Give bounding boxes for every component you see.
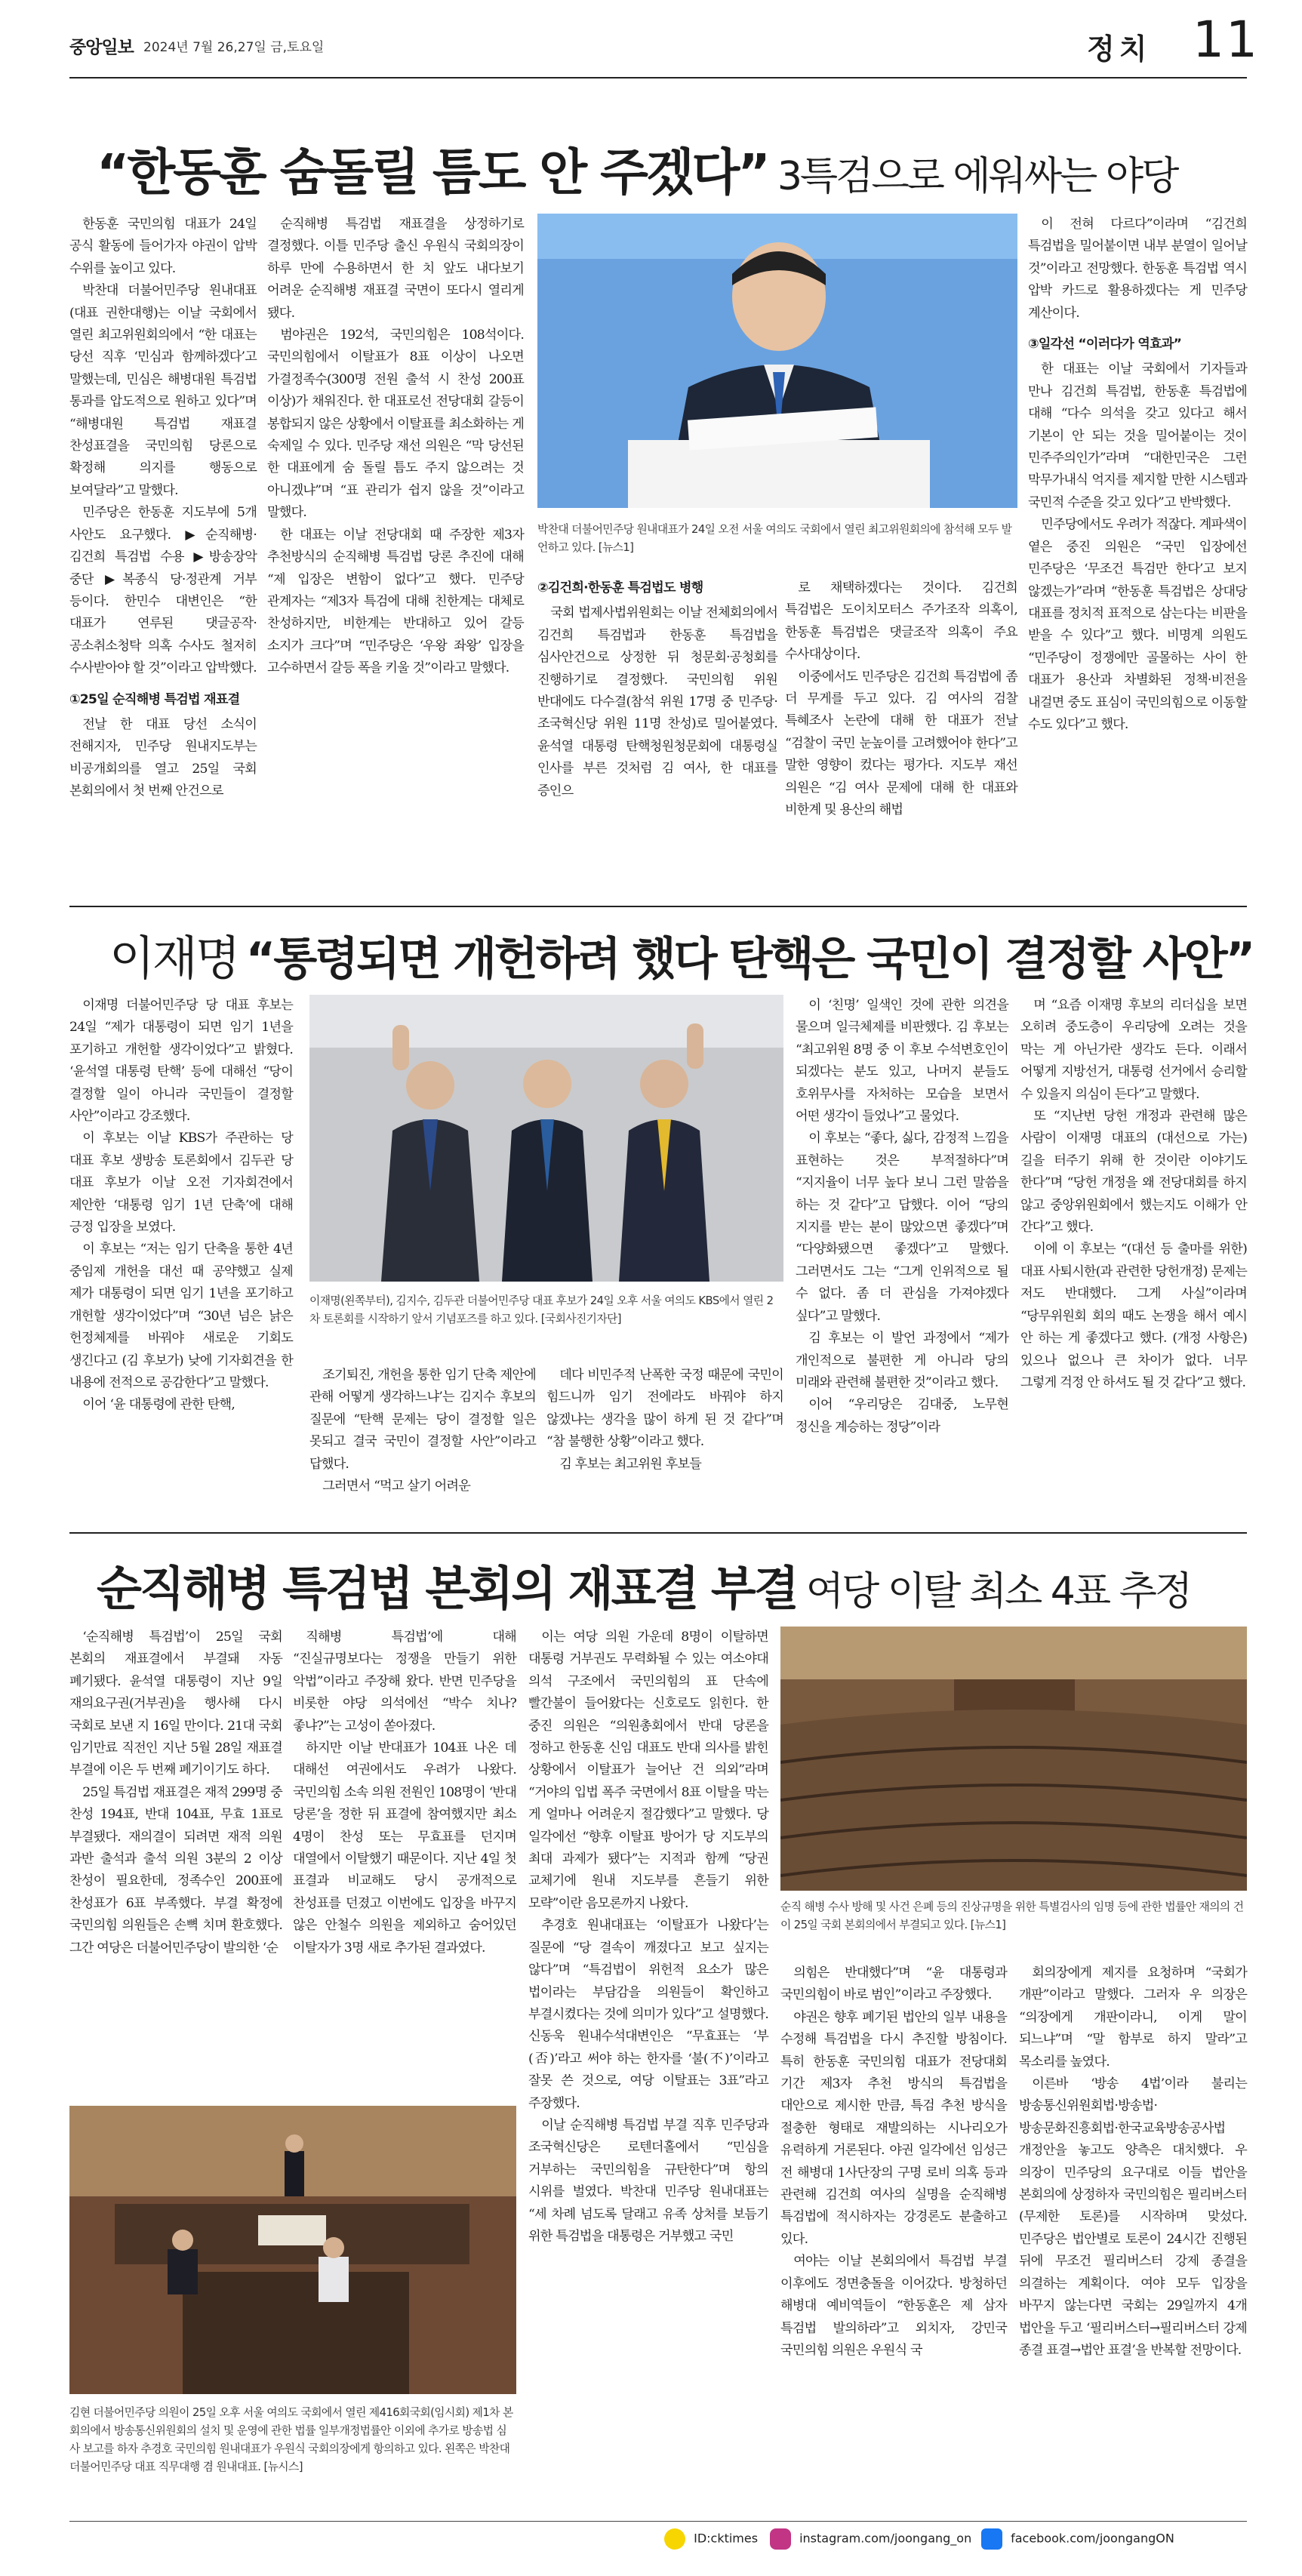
paragraph: 로 채택하겠다는 것이다. 김건희 특검법은 도이치모터스 주가조작 의혹이, 한동훈 특검법은 댓글조작 의혹이 주요 수사대상이다. [785, 580, 1017, 663]
article1-headline [97, 132, 1177, 204]
paragraph: 추경호 원내대표는 ‘이탈표가 나왔다’는 질문에 “당 결속이 깨졌다고 보고 싶지는 않다”며 “특검법이 위헌적 요소가 많은 법이라는 부담감을 의원들이 확인하고 부결시켰다는 것에 의미가 있다”고 설명했다. 신동욱 원내수석대변인은 “무효표는 ‘부(否)’라고 써야 하는 한자를 ‘불(不)’이라고 잘못 쓴 것으로, 여당 이탈표는 3표”라고 주장했다. [528, 1918, 768, 2111]
paragraph: 이는 여당 의원 가운데 8명이 이탈하면 대통령 거부권도 무력화될 수 있는 여소야대 의석 구조에서 국민의힘의 표 단속에 빨간불이 들어왔다는 신호로도 읽힌다. 한 중진 의원은 “의원총회에서 반대 당론을 정하고 한동훈 신임 대표도 반대 의사를 밝힌 상황에서 이탈표가 늘어난 건 의외”라며 “거야의 입법 폭주 국면에서 8표 이탈을 막는 게 얼마나 어려운지 절감했다”고 말했다. 당 일각에선 “향후 이탈표 방어가 당 지도부의 최대 과제가 됐다”는 지적과 함께 “당권 교체기에 원내 지도부를 흔들기 위한 모략”이란 음모론까지 나왔다. [528, 1630, 768, 1911]
paragraph: 이 후보는 “저는 임기 단축을 통한 4년 중임제 개헌을 대선 때 공약했고 실제 제가 대통령이 되면 임기 1년을 포기하고 개헌할 생각이었다”며 “30년 넘은 낡은 헌정체제를 바꿔야 새로운 기회도 생긴다고 (김 후보가) 낮에 기자회견을 한 내용에 전적으로 공감한다”고 말했다. [69, 1242, 293, 1390]
paragraph: 김 후보는 이 발언 과정에서 “제가 개인적으로 불편한 게 아니라 당의 미래와 관련해 불편한 것”이라고 했다. [796, 1331, 1008, 1390]
newspaper-logo: 중앙일보 [69, 38, 134, 57]
article2-headline-prefix: 이재명 [109, 931, 239, 986]
paragraph: 민주당은 한동훈 지도부에 5개 사안도 요구했다. ▶순직해병·김건희 특검법 수용 ▶방송장악 중단 ▶복종식 당·정관계 거부 등이다. 한민수 대변인은 “한 대표가 연루된 댓글공작·공소취소청탁 의혹 수사도 철저히 수사받아야 할 것”이라고 압박했다. [69, 505, 257, 676]
article3-column-1 [69, 1627, 282, 1959]
section-divider [69, 1532, 1247, 1534]
article3-column-2 [293, 1627, 516, 1959]
article3-photo-2 [69, 2106, 516, 2394]
page-number: 11 [1193, 11, 1259, 69]
issue-date: 2024년 7월 26,27일 금,토요일 [143, 40, 325, 55]
article1-photo [537, 214, 1017, 508]
paragraph: 이 전혀 다르다”이라며 “김건희 특검법을 밀어붙이면 내부 분열이 일어날 것”이라고 전망했다. 한동훈 특검법 역시 압박 카드로 활용하겠다는 게 민주당 계산이다. [1028, 217, 1247, 321]
article1-subhead-1: ①25일 순직해병 특검법 재표결 [69, 691, 240, 707]
article1-column-1 [69, 214, 257, 803]
footer-kakao[interactable]: ID:cktimes [664, 2528, 758, 2550]
paragraph: 며 “요즘 이재명 후보의 리더십을 보면 오히려 중도층이 우리당에 오려는 것을 막는 게 아닌가란 생각도 든다. 이래서 어떻게 지방선거, 대통령 선거에서 승리할 수 있을지 의심이 든다”고 말했다. [1020, 998, 1247, 1102]
paragraph: ‘순직해병 특검법’이 25일 국회 본회의 재표결에서 부결돼 자동 폐기됐다. 윤석열 대통령이 지난 9일 재의요구권(거부권)을 행사해 다시 국회로 보낸 지 16일 만이다. 21대 국회 임기만료 직전인 지난 5월 28일 재표결 부결에 이은 두 번째 폐기이기도 하다. [69, 1630, 282, 1778]
article1-subhead-2: ②김건희·한동훈 특검법도 병행 [537, 580, 703, 596]
article1-photo-caption: 박찬대 더불어민주당 원내대표가 24일 오전 서울 여의도 국회에서 열린 최고위원회의에 참석해 모두 발언하고 있다. [뉴스1] [537, 523, 1012, 554]
article3-column-3 [528, 1627, 768, 2248]
article3-headline-sub: 여당 이탈 최소 4표 추정 [805, 1569, 1191, 1614]
article2-column-1 [69, 995, 293, 1417]
paragraph: 여야는 이날 본회의에서 특검법 부결 이후에도 정면충돌을 이어갔다. 방청하던 해병대 예비역들이 “한동훈은 제 삼자 특검법 발의하라”고 외치자, 강민국 국민의힘 의원은 우원식 국 [780, 2254, 1007, 2358]
footer-facebook[interactable]: facebook.com/joongangON [981, 2528, 1174, 2550]
paragraph: 이어 ‘윤 대통령에 관한 탄핵, [82, 1397, 235, 1413]
article2-column-5 [1020, 995, 1247, 1394]
paragraph: 전날 한 대표 당선 소식이 전해지자, 민주당 원내지도부는 비공개회의를 열고 25일 국회 본회의에서 첫 번째 안건으로 [69, 716, 257, 799]
paragraph: 이 ‘친명’ 일색인 것에 관한 의견을 물으며 일극체제를 비판했다. 김 후보는 “최고위원 8명 중 이 후보 수석변호인이 되겠다는 분도 있고, 나머지 분들도 호위무사를 자처하는 모습을 보면서 어떤 생각이 들었나”고 물었다. [796, 998, 1008, 1125]
paragraph: 회의장에게 제지를 요청하며 “국회가 개판”이라고 말했다. 그러자 우 의장은 “의장에게 개판이라니, 이게 말이 되느냐”며 “말 함부로 하지 말라”고 목소리를 높였다. [1019, 1965, 1247, 2070]
paragraph: 이에 이 후보는 “(대선 등 출마를 위한)대표 사퇴시한(과 관련한 당헌개정) 문제는 저도 반대했다. 그게 사실”이라며 “당무위원회 회의 때도 논쟁을 해서 예시 안 하는 게 좋겠다고 했다. (개정 사항은) 있으나 없으나 큰 차이가 없다. 너무 그렇게 걱정 안 하셔도 될 것 같다”고 했다. [1020, 1242, 1247, 1390]
paragraph: 민주당에서도 우려가 적잖다. 계파색이 옅은 중진 의원은 “국민 입장에선 민주당은 ‘무조건 특검만 한다’고 보지 않겠는가”라며 “한동훈 특검법은 상대당 대표를 정치적 표적으로 삼는다는 비판을 받을 수 있다”고 했다. 비명계 의원도 “민주당이 정쟁에만 골몰하는 사이 한 대표가 용산과 차별화된 정책·비전을 내걸면 중도 표심이 국민의힘으로 이동할 수도 있다”고 했다. [1028, 517, 1247, 732]
article1-headline-main: “한동훈 숨돌릴 틈도 안 주겠다” [97, 143, 768, 202]
article2-photo [309, 995, 783, 1282]
paragraph: 25일 특검법 재표결은 재적 299명 중 찬성 194표, 반대 104표, 무효 1표로 부결됐다. 재의결이 되려면 재적 의원 과반 출석과 출석 의원 3분의 2 이상 찬성이 필요한데, 정족수인 200표에 찬성표가 6표 부족했다. 부결 확정에 국민의힘 의원들은 손뼉 치며 환호했다. 그간 여당은 더불어민주당이 발의한 ‘순 [69, 1784, 282, 1956]
footer-rule [69, 2521, 1247, 2522]
article2-column-2 [309, 1365, 536, 1497]
header-rule [69, 77, 1247, 78]
paragraph: 의힘은 반대했다”며 “윤 대통령과 국민의힘이 바로 범인”이라고 주장했다. [780, 1965, 1007, 2003]
paragraph: 이중에서도 민주당은 김건희 특검법에 좀 더 무게를 두고 있다. 김 여사의 검찰 특혜조사 논란에 대해 한 대표가 전날 “검찰이 국민 눈높이를 고려했어야 한다”고 말한 영향이 컸다는 평가다. 지도부 재선 의원은 “김 여사 문제에 대해 한 대표와 비한계 및 용산의 해법 [785, 669, 1017, 818]
article3-photo-1-caption: 순직 해병 수사 방해 및 사건 은폐 등의 진상규명을 위한 특별검사의 임명 등에 관한 법률안 재의의 건이 25일 국회 본회의에서 부결되고 있다. [뉴스1] [780, 1900, 1244, 1931]
candidates-illustration [309, 995, 783, 1282]
article2-headline [109, 921, 1253, 988]
paragraph: 직해병 특검법’에 대해 “진실규명보다는 정쟁을 만들기 위한 악법”이라고 주장해 왔다. 반면 민주당을 비롯한 야당 의석에선 “박수 치나? 좋냐?”는 고성이 쏟아졌다. [293, 1630, 516, 1734]
paragraph: 이른바 ‘방송 4법’이라 불리는 방송통신위원회법·방송법·방송문화진흥회법·한국교육방송공사법 개정안을 놓고도 양측은 대치했다. 우 의장이 민주당의 요구대로 이들 법안을 본회의에 상정하자 국민의힘은 필리버스터(무제한 토론)를 시작하며 맞섰다. 민주당은 법안별로 토론이 24시간 진행된 뒤에 무조건 필리버스터 강제 종결을 의결하는 계획이다. 여야 모두 입장을 바꾸지 않는다면 국회는 29일까지 4개 법안을 두고 ‘필리버스터→필리버스터 강제 종결 표결→법안 표결’을 반복할 전망이다. [1019, 2076, 1247, 2358]
article1-column-5 [1028, 214, 1247, 736]
paragraph: 한 대표는 이날 국회에서 기자들과 만나 김건희 특검법, 한동훈 특검법에 대해 “다수 의석을 갖고 있다고 해서 기본이 안 되는 것을 밀어붙이는 것이 민주주의인가”라며 “대한민국은 그런 막무가내식 억지를 제지할 만한 시스템과 국민적 수준을 갖고 있다”고 반박했다. [1028, 362, 1247, 510]
article1-column-2 [267, 214, 524, 680]
paragraph: 데다 비민주적 난폭한 국정 때문에 국민이 힘드니까 임기 전에라도 바꿔야 하지 않겠냐는 생각을 많이 하게 된 것 같다”며 “참 불행한 상황”이라고 했다. [546, 1368, 783, 1450]
facebook-icon [981, 2528, 1002, 2550]
article2-column-4 [796, 995, 1008, 1439]
paragraph: 이재명 더불어민주당 당 대표 후보는 24일 “제가 대통령이 되면 임기 1년을 포기하고 개헌할 생각이었다”고 밝혔다. ‘윤석열 대통령 탄핵’ 등에 대해선 “당이 결정할 일이 아니라 국민들이 결정할 사안”이라고 강조했다. [69, 998, 293, 1125]
article1-headline-sub: 3특검으로 에워싸는 야당 [777, 154, 1177, 199]
article3-headline-main: 순직해병 특검법 본회의 재표결 부결 [97, 1561, 797, 1616]
article1-column-3 [537, 577, 777, 802]
paragraph: 순직해병 특검법 재표결을 상정하기로 결정했다. 이틀 민주당 출신 우원식 국회의장이 하루 만에 수용하면서 한 치 앞도 내다보기 어려운 순직해병 재표결 국면이 또다시 열리게 됐다. [267, 217, 524, 321]
section-title: 정치 [1087, 32, 1152, 66]
section-divider [69, 906, 1247, 907]
paragraph: 이 후보는 “좋다, 싫다, 감정적 느낌을 표현하는 것은 부적절하다”며 “지지율이 너무 높다 보니 그런 말씀을 하는 것 같다”고 답했다. 이어 “당의 지지를 받는 분이 많았으면 좋겠다”며 “다양화됐으면 좋겠다”고 말했다. 그러면서도 그는 “그게 인위적으로 될 수 없다. 좀 더 관심을 가져야겠다 싶다”고 말했다. [796, 1131, 1008, 1324]
paragraph: 한 대표는 이날 전당대회 때 주장한 제3자 추천방식의 순직해병 특검법 당론 추진에 대해 “제 입장은 변함이 없다”고 했다. 민주당 관계자는 “제3자 특검에 대해 친한계는 대체로 찬성하지만, 비한계는 반대하고 있어 갈등 소지가 크다”며 “민주당은 ‘우왕 좌왕’ 입장을 고수하면서 갈등 폭을 키울 것”이라고 말했다. [267, 527, 524, 676]
paragraph: 이날 순직해병 특검법 부결 직후 민주당과 조국혁신당은 로텐더홀에서 “민심을 거부하는 국민의힘을 규탄한다”며 항의 시위를 벌였다. 박찬대 민주당 원내대표는 “세 차례 넘도록 달래고 유족 상처를 보듬기 위한 특검법을 대통령은 거부했고 국민 [528, 2117, 768, 2244]
article2-column-3 [546, 1365, 783, 1476]
paragraph: 조기퇴진, 개헌을 통한 임기 단축 제안에 관해 어떻게 생각하느냐’는 김지수 후보의 질문에 “탄핵 문제는 당이 결정할 일은 못되고 결국 국민이 결정할 사안”이라고 답했다. [309, 1368, 536, 1472]
article3-column-5 [1019, 1962, 1247, 2362]
assembly-hall-illustration [780, 1627, 1247, 1891]
speaker-illustration [537, 214, 1017, 508]
paragraph: 범야권은 192석, 국민의힘은 108석이다. 국민의힘에서 이탈표가 8표 이상이 나오면 가결정족수(300명 전원 출석 시 찬성 200표 이상)가 채워진다. 한 대표로선 전당대회 갈등이 봉합되지 않은 상황에서 이탈표를 최소화하는 게 숙제일 수 있다. 민주당 재선 의원은 “막 당선된 한 대표에게 숨 돌릴 틈도 주지 않으려는 것 아니겠냐”며 “표 관리가 쉽지 않을 것”이라고 말했다. [267, 328, 524, 521]
article3-headline [97, 1551, 1190, 1618]
paragraph: 김 후보는 최고위원 후보들 [559, 1456, 702, 1472]
paragraph: 이어 “우리당은 김대중, 노무현 정신을 계승하는 정당”이라 [796, 1397, 1008, 1435]
assembly-podium-illustration [69, 2106, 516, 2394]
article3-photo-1 [780, 1627, 1247, 1891]
paragraph: 그러면서 “먹고 살기 어려운 [322, 1479, 470, 1494]
article2-headline-main: “통령되면 개헌하려 했다 탄핵은 국민이 결정할 사안” [245, 933, 1254, 986]
article3-photo-2-caption: 김현 더불어민주당 의원이 25일 오후 서울 여의도 국회에서 열린 제416회국회(임시회) 제1차 본회의에서 방송통신위원회의 설치 및 운영에 관한 법률 일부개정법률안 이외에 추가로 방송법 심사 보고를 하자 추경호 국민의힘 원내대표가 우원식 국회의장에게 항의하고 있다. 왼쪽은 박찬대 더불어민주당 대표 직무대행 겸 원내대표. [뉴시스] [69, 2406, 513, 2473]
article3-column-4 [780, 1962, 1007, 2362]
paragraph: 한동훈 국민의힘 대표가 24일 공식 활동에 들어가자 야권이 압박 수위를 높이고 있다. [69, 217, 257, 276]
article2-photo-caption: 이재명(왼쪽부터), 김지수, 김두관 더불어민주당 대표 후보가 24일 오후 서울 여의도 KBS에서 열린 2차 토론회를 시작하기 앞서 기념포즈를 하고 있다. [국회사진기자단] [309, 1294, 774, 1325]
instagram-icon [770, 2528, 791, 2550]
article1-subhead-3: ③일각선 “이러다가 역효과” [1028, 337, 1182, 352]
paragraph: 국회 법제사법위원회는 이날 전체회의에서 김건희 특검법과 한동훈 특검법을 심사안건으로 상정한 뒤 청문회·공청회를 진행하기로 결정했다. 국민의힘 위원 반대에도 다수결(참석 위원 17명 중 민주당·조국혁신당 위원 11명 찬성)로 밀어붙였다. 윤석열 대통령 탄핵청원청문회에 대통령실 인사를 부른 것처럼 김 여사, 한 대표를 증인으 [537, 605, 777, 799]
article1-column-4 [785, 577, 1017, 821]
footer-instagram[interactable]: instagram.com/joongang_on [770, 2528, 971, 2550]
paragraph: 또 “지난번 당헌 개정과 관련해 많은 사람이 이재명 대표의 (대선으로 가는) 길을 터주기 위해 한 것이란 이야기도 한다”며 “당헌 개정을 왜 전당대회를 하지 않고 중앙위원회에서 했는지도 이해가 안 간다”고 했다. [1020, 1109, 1247, 1236]
kakao-icon [664, 2528, 685, 2550]
paragraph: 이 후보는 이날 KBS가 주관하는 당 대표 후보 생방송 토론회에서 김두관 당 대표 후보가 이날 오전 기자회견에서 제안한 ‘대통령 임기 1년 단축’에 대해 긍정 입장을 보였다. [69, 1131, 293, 1236]
paragraph: 박찬대 더불어민주당 원내대표(대표 권한대행)는 이날 국회에서 열린 최고위원회의에서 “한 대표는 당선 직후 ‘민심과 함께하겠다’고 말했는데, 민심은 해병대원 특검법 통과를 압도적으로 원하고 있다”며 “해병대원 특검법 재표결 찬성표결을 국민의힘 당론으로 확정해 의지를 행동으로 보여달라”고 말했다. [69, 283, 257, 498]
paragraph: 하지만 이날 반대표가 104표 나온 데 대해선 여권에서도 우려가 나왔다. 국민의힘 소속 의원 전원인 108명이 ‘반대 당론’을 정한 뒤 표결에 참여했지만 최소 4명이 찬성 또는 무효표를 던지며 대열에서 이탈했기 때문이다. 지난 4일 첫 표결과 비교해도 당시 공개적으로 찬성표를 던졌고 이번에도 입장을 바꾸지 않은 안철수 의원을 제외하고 숨어있던 이탈자가 3명 새로 추가된 결과였다. [293, 1740, 516, 1956]
paragraph: 야권은 향후 폐기된 법안의 일부 내용을 수정해 특검법을 다시 추진할 방침이다. 특히 한동훈 국민의힘 대표가 전당대회 기간 제3자 추천 방식의 특검법을 대안으로 제시한 만큼, 특검 추천 방식을 절충한 형태로 재발의하는 시나리오가 유력하게 거론된다. 야권 일각에선 임성근 전 해병대 1사단장의 구명 로비 의혹 등과 관련해 김건희 여사의 실명을 순직해병 특검법에 적시하자는 강경론도 분출하고 있다. [780, 2009, 1007, 2247]
